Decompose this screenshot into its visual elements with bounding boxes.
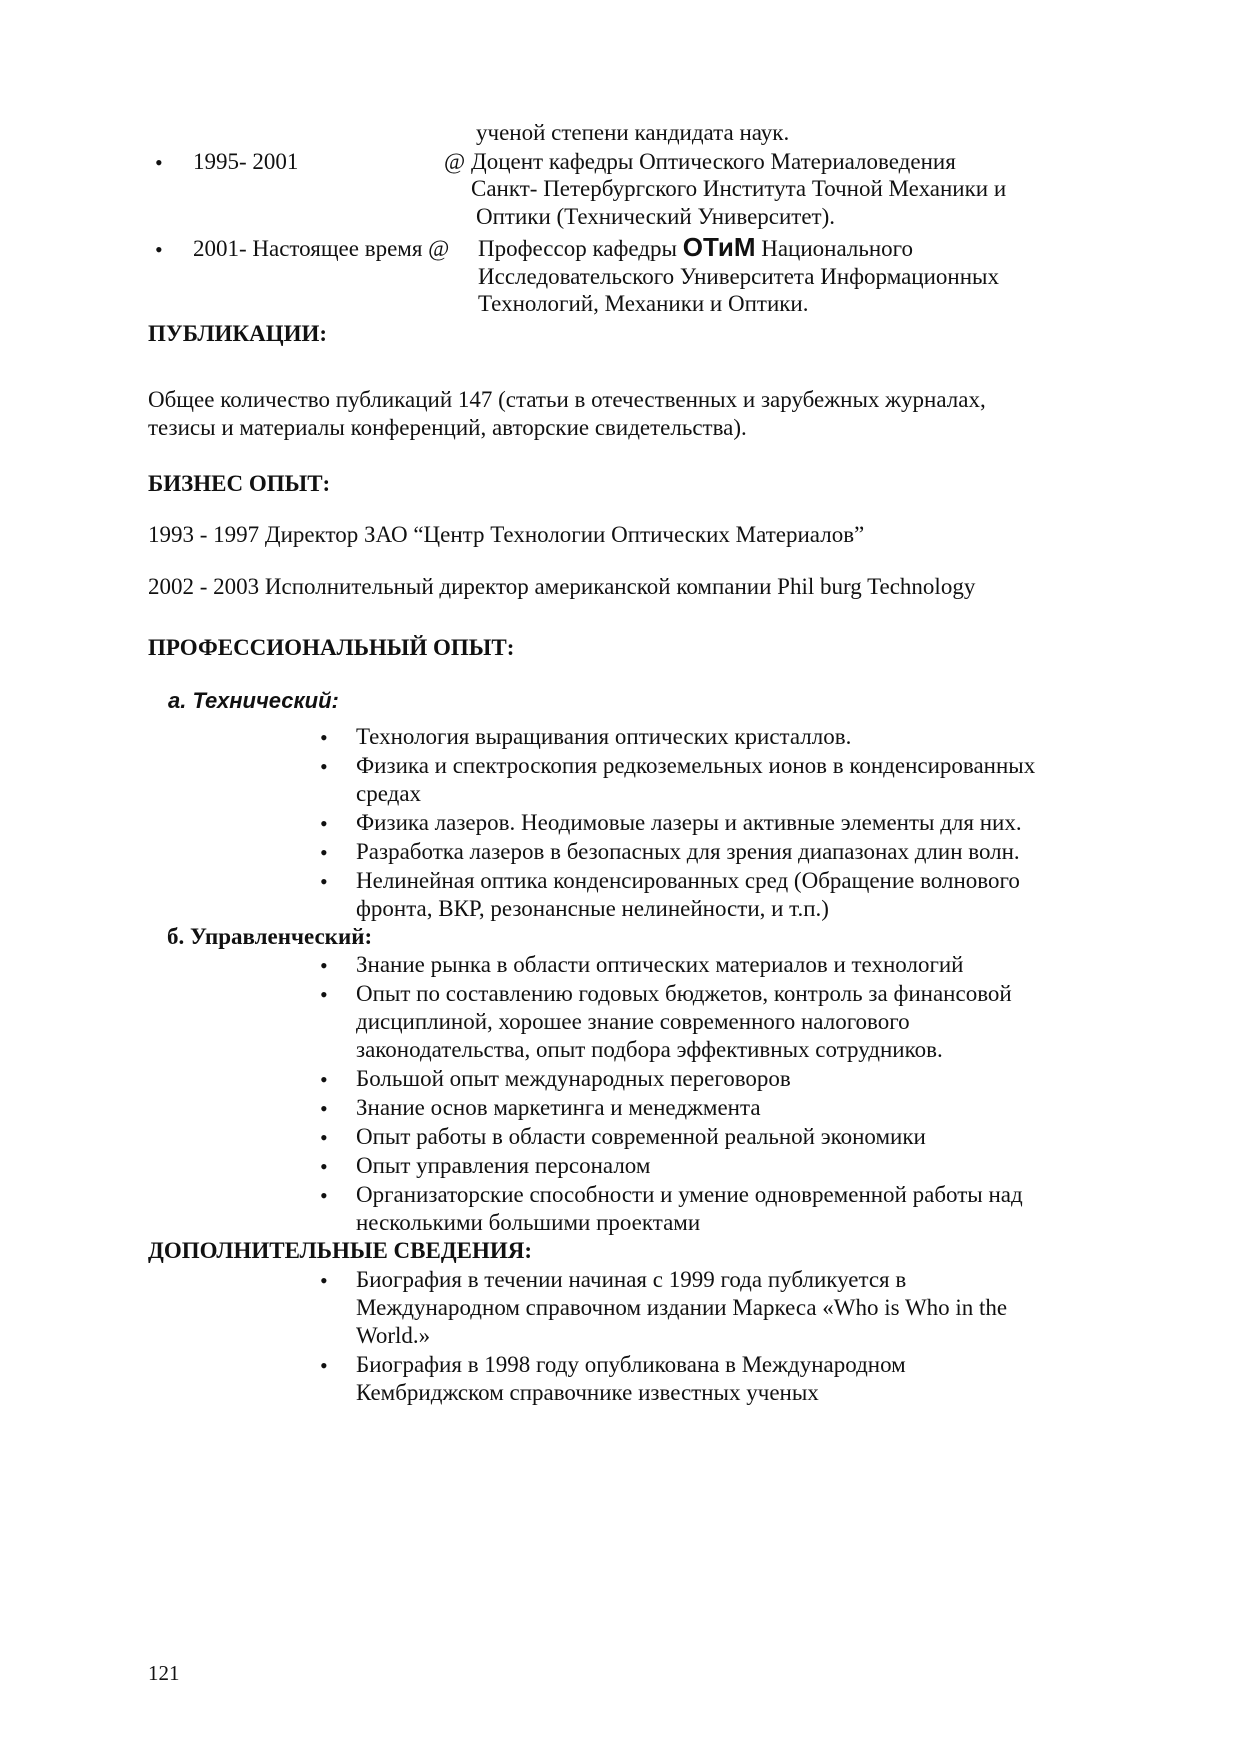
management-item: Опыт работы в области современной реальной экономики xyxy=(356,1124,926,1149)
bullet-icon: • xyxy=(320,1096,328,1121)
bullet-icon: • xyxy=(320,1268,328,1293)
career-entry-2-line: Профессор кафедры ОТиМ Национального xyxy=(478,232,914,262)
otim-abbreviation: ОТиМ xyxy=(682,232,756,262)
additional-heading: ДОПОЛНИТЕЛЬНЫЕ СВЕДЕНИЯ: xyxy=(148,1238,533,1263)
bullet-icon: • xyxy=(155,237,163,262)
bullet-icon: • xyxy=(320,754,328,779)
publications-heading: ПУБЛИКАЦИИ: xyxy=(148,321,328,346)
additional-item: Биография в течении начиная с 1999 года публикуется в xyxy=(356,1267,907,1292)
bullet-icon: • xyxy=(320,1067,328,1092)
bullet-icon: • xyxy=(320,725,328,750)
publications-text-line: Общее количество публикаций 147 (статьи в отечественных и зарубежных журналах, xyxy=(148,387,986,412)
business-item: 2002 - 2003 Исполнительный директор американской компании Phil burg Technology xyxy=(148,574,976,599)
at-sign-icon: @ xyxy=(444,149,466,174)
professional-heading: ПРОФЕССИОНАЛЬНЫЙ ОПЫТ: xyxy=(148,635,515,660)
business-heading: БИЗНЕС ОПЫТ: xyxy=(148,471,331,496)
bullet-icon: • xyxy=(320,1125,328,1150)
technical-item: Физика лазеров. Неодимовые лазеры и активные элементы для них. xyxy=(356,810,1022,835)
publications-text-line: тезисы и материалы конференций, авторские свидетельства). xyxy=(148,415,747,440)
bullet-icon: • xyxy=(320,840,328,865)
additional-item: Биография в 1998 году опубликована в Международном xyxy=(356,1352,906,1377)
career-entry-2-line: Технологий, Механики и Оптики. xyxy=(478,291,809,316)
technical-item: Нелинейная оптика конденсированных сред (Обращение волнового xyxy=(356,868,1020,893)
technical-item: Технология выращивания оптических кристаллов. xyxy=(356,724,852,749)
management-item-continuation: дисциплиной, хорошее знание современного налогового xyxy=(356,1009,910,1034)
career-line-continuation: ученой степени кандидата наук. xyxy=(476,120,790,145)
page-number: 121 xyxy=(148,1661,180,1685)
bullet-icon: • xyxy=(320,1353,328,1378)
management-item: Опыт по составлению годовых бюджетов, контроль за финансовой xyxy=(356,981,1012,1006)
career-entry-1-line: Оптики (Технический Университет). xyxy=(476,204,836,229)
management-item-continuation: законодательства, опыт подбора эффективных сотрудников. xyxy=(356,1037,943,1062)
bullet-icon: • xyxy=(320,1183,328,1208)
technical-item-continuation: средах xyxy=(356,781,422,806)
management-item: Организаторские способности и умение одновременной работы над xyxy=(356,1182,1023,1207)
additional-item-continuation: Международном справочном издании Маркеса «Who is Who in the xyxy=(356,1295,1008,1320)
management-item-continuation: несколькими большими проектами xyxy=(356,1210,701,1235)
additional-item-continuation: World.» xyxy=(356,1323,431,1348)
technical-item: Физика и спектроскопия редкоземельных ионов в конденсированных xyxy=(356,753,1036,778)
additional-item-continuation: Кембриджском справочнике известных ученых xyxy=(356,1380,819,1405)
bullet-icon: • xyxy=(155,150,163,175)
career-entry-2-years: 2001- Настоящее время @ xyxy=(193,236,450,261)
management-item: Знание рынка в области оптических материалов и технологий xyxy=(356,952,964,977)
bullet-icon: • xyxy=(320,1154,328,1179)
technical-item-continuation: фронта, ВКР, резонансные нелинейности, и т.п.) xyxy=(356,896,829,921)
career-entry-2-line: Исследовательского Университета Информационных xyxy=(478,264,999,289)
technical-subheading: а. Технический: xyxy=(168,688,339,713)
management-subheading: б. Управленческий: xyxy=(167,924,373,949)
technical-item: Разработка лазеров в безопасных для зрения диапазонах длин волн. xyxy=(356,839,1020,864)
bullet-icon: • xyxy=(320,982,328,1007)
bullet-icon: • xyxy=(320,869,328,894)
management-item: Знание основ маркетинга и менеджмента xyxy=(356,1095,761,1120)
bullet-icon: • xyxy=(320,953,328,978)
career-entry-1-years: 1995- 2001 xyxy=(193,149,299,174)
career-entry-1-line: Доцент кафедры Оптического Материаловедения xyxy=(471,149,956,174)
management-item: Опыт управления персоналом xyxy=(356,1153,651,1178)
business-item: 1993 - 1997 Директор ЗАО “Центр Технологии Оптических Материалов” xyxy=(148,522,865,547)
bullet-icon: • xyxy=(320,811,328,836)
career-entry-1-line: Санкт- Петербургского Института Точной Механики и xyxy=(471,176,1007,201)
management-item: Большой опыт международных переговоров xyxy=(356,1066,791,1091)
